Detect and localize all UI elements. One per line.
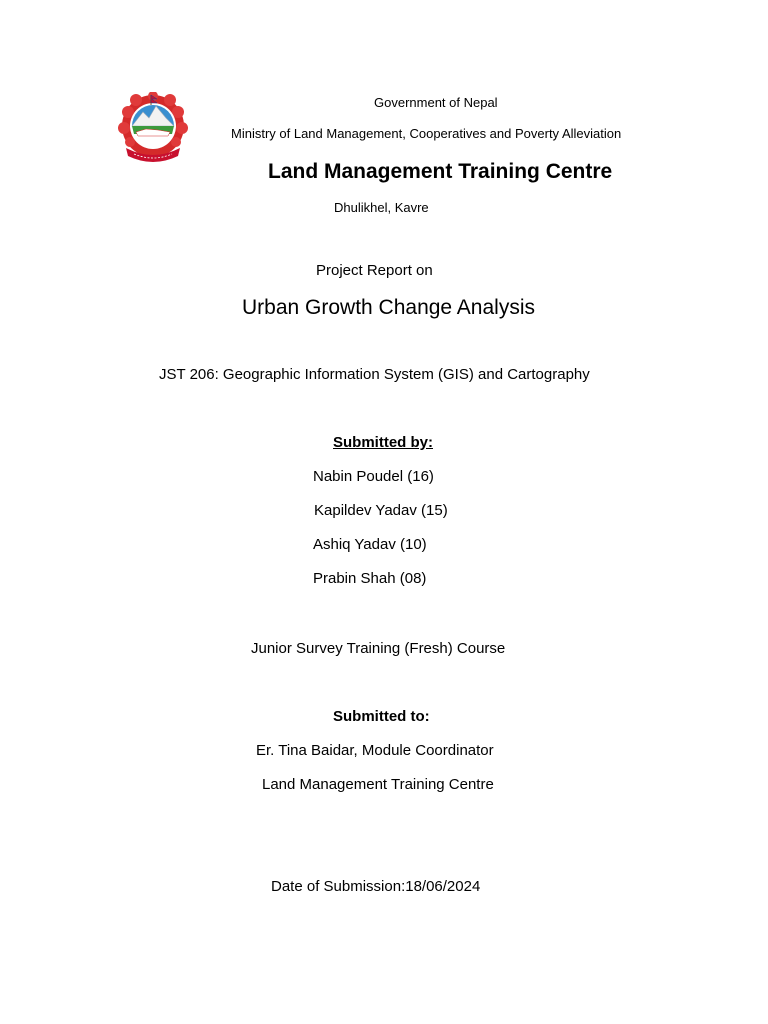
member-name: Nabin Poudel (16) [313,468,434,485]
government-name: Government of Nepal [374,95,498,110]
member-name: Kapildev Yadav (15) [314,502,448,519]
report-title: Urban Growth Change Analysis [242,296,535,319]
member-name: Ashiq Yadav (10) [313,536,427,553]
course-name: Junior Survey Training (Fresh) Course [251,640,506,657]
institution-location: Dhulikhel, Kavre [334,200,429,215]
course-code: JST 206: Geographic Information System (GIS) and Cartography [159,366,590,383]
submission-date: Date of Submission:18/06/2024 [271,878,481,895]
submitted-by-heading: Submitted by: [333,434,433,451]
nepal-emblem-icon [116,92,190,166]
submitted-to-heading: Submitted to: [333,708,430,725]
report-intro: Project Report on [316,262,433,279]
recipient-name: Er. Tina Baidar, Module Coordinator [256,742,494,759]
institution-name: Land Management Training Centre [268,160,613,183]
ministry-name: Ministry of Land Management, Cooperatives and Poverty Alleviation [231,126,622,141]
member-name: Prabin Shah (08) [313,570,427,587]
recipient-organization: Land Management Training Centre [262,776,494,793]
